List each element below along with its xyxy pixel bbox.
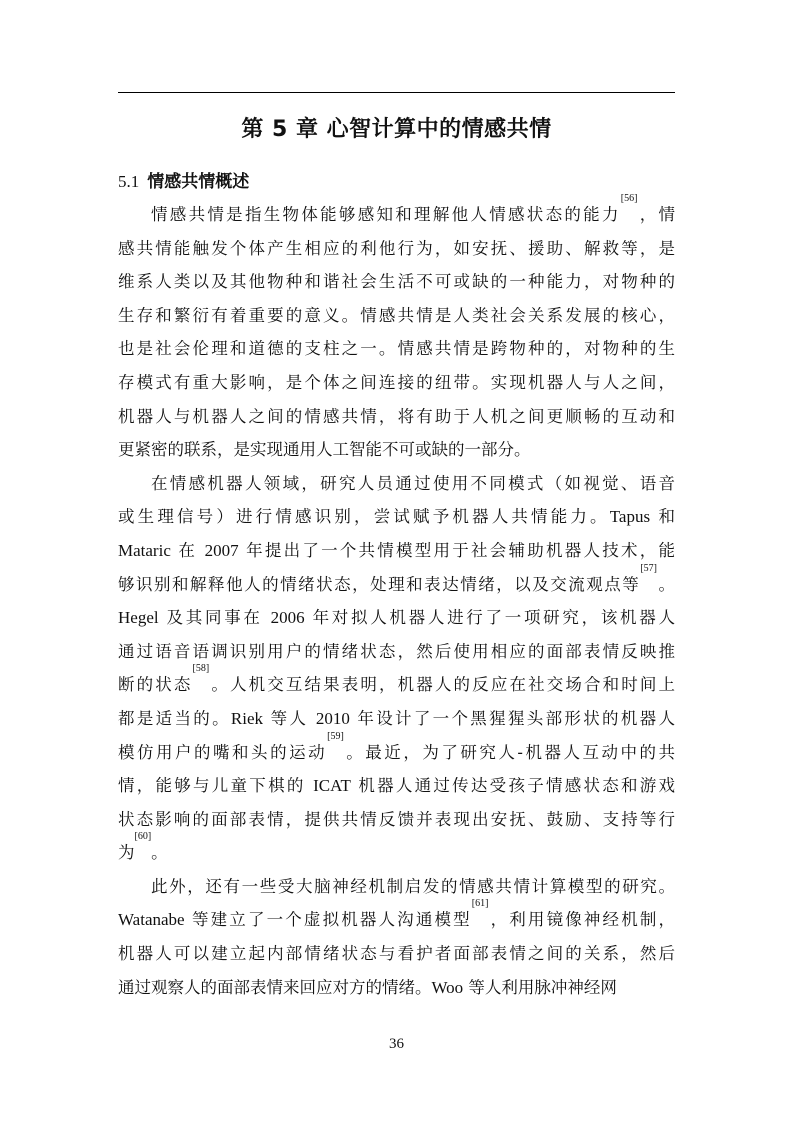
text-run: 在情感机器人领域，研究人员通过使用不同模式（如视觉、语音 <box>151 473 675 493</box>
text-line <box>118 534 675 568</box>
citation-ref[interactable]: [56] <box>620 193 638 204</box>
text-line <box>118 803 675 837</box>
text-line <box>118 400 675 434</box>
text-run: 情感共情是指生物体能够感知和理解他人情感状态的能力 <box>151 205 621 224</box>
latin-term: Mataric <box>118 540 171 560</box>
text-line <box>118 299 675 333</box>
paragraph <box>118 467 675 870</box>
header-rule <box>118 92 675 93</box>
citation-ref[interactable]: [58] <box>192 663 210 675</box>
chapter-title: 第 5 章 心智计算中的情感共情 <box>241 117 552 142</box>
text-run: 状态影响的面部表情，提供共情反馈并表现出安抚、鼓励、支持等行 <box>118 809 675 829</box>
text-run: 断的状态 <box>118 675 193 695</box>
text-run: 模仿用户的嘴和头的运动 <box>118 742 328 762</box>
text-run: 和 <box>650 507 676 527</box>
text-line <box>118 500 675 534</box>
text-line <box>118 332 675 366</box>
text-run: 更紧密的联系，是实现通用人工智能不可或缺的一部分。 <box>118 440 531 460</box>
text-run: 。 <box>657 574 676 594</box>
text-line <box>118 730 676 770</box>
text-run: 及其同事在 <box>158 608 271 628</box>
text-run: ，利用镜像神经机制， <box>488 910 676 930</box>
text-line <box>118 562 676 602</box>
text-run: 年对拟人机器人进行了一项研究，该机器人 <box>304 608 675 628</box>
text-line <box>118 433 675 467</box>
latin-term: Riek <box>230 708 264 728</box>
text-run: 情，能够与儿童下棋的 <box>118 776 314 796</box>
text-line <box>118 467 675 501</box>
latin-term: Hegel <box>118 608 159 628</box>
text-run: 。 <box>151 843 168 863</box>
text-line <box>118 663 676 702</box>
text-line <box>118 937 675 971</box>
text-run: 等人 <box>263 708 316 728</box>
text-run: 都是适当的。 <box>118 708 231 728</box>
text-line <box>118 232 675 266</box>
text-run: ，情 <box>637 205 676 224</box>
text-line <box>118 870 675 904</box>
text-run: 机器人可以建立起内部情绪状态与看护者面部表情之间的关系，然后 <box>118 944 675 964</box>
section-title: 情感共情概述 <box>147 172 250 192</box>
text-run: 维系人类以及其他物种和谐社会生活不可或缺的一种能力，对物种的 <box>118 272 675 292</box>
text-run: 等人利用脉冲神经网 <box>463 977 617 997</box>
text-run: 机器人与机器人之间的情感共情，将有助于人机之间更顺畅的互动和 <box>118 406 675 426</box>
text-run: 存模式有重大影响，是个体之间连接的纽带。实现机器人与人之间， <box>118 372 675 392</box>
text-line <box>118 971 675 1005</box>
text-run: 此外，还有一些受大脑神经机制启发的情感共情计算模型的研究。 <box>151 876 675 896</box>
section-number: 5.1 <box>118 172 140 191</box>
section-heading <box>118 167 249 192</box>
paragraph <box>118 193 676 467</box>
text-line <box>118 193 676 232</box>
text-run: 为 <box>118 843 135 863</box>
text-run: 也是社会伦理和道德的支柱之一。情感共情是跨物种的，对物种的生 <box>118 339 675 359</box>
text-line <box>118 702 675 736</box>
text-line <box>118 265 675 299</box>
latin-term: 2006 <box>270 608 305 628</box>
text-run: 等建立了一个虚拟机器人沟通模型 <box>184 910 472 930</box>
text-run: 通过观察人的面部表情来回应对方的情绪。 <box>118 977 432 997</box>
paragraph <box>118 870 675 1004</box>
body-text <box>118 193 676 1004</box>
text-run: 。最近，为了研究人-机器人互动中的共 <box>343 742 676 762</box>
latin-term: Woo <box>431 977 464 997</box>
text-run: 年设计了一个黑猩猩头部形状的机器人 <box>349 708 675 728</box>
text-run: 通过语音语调识别用户的情绪状态，然后使用相应的面部表情反映推 <box>118 641 675 661</box>
latin-term: Tapus <box>609 507 651 527</box>
text-run: 在 <box>170 540 205 560</box>
citation-ref[interactable]: [61] <box>471 898 489 910</box>
citation-ref[interactable]: [59] <box>327 730 344 742</box>
text-run: 年提出了一个共情模型用于社会辅助机器人技术，能 <box>238 540 675 560</box>
latin-term: ICAT <box>313 776 351 796</box>
page-number: 36 <box>389 1036 404 1052</box>
text-run: 感共情能触发个体产生相应的利他行为，如安抚、援助、解救等，是 <box>118 238 675 258</box>
text-line <box>118 366 675 400</box>
text-run: 或生理信号）进行情感识别，尝试赋予机器人共情能力。 <box>118 507 610 527</box>
text-run: 。人机交互结果表明，机器人的反应在社交场合和时间上 <box>209 675 676 695</box>
latin-term: 2007 <box>204 540 239 560</box>
latin-term: Watanabe <box>118 910 185 930</box>
citation-ref[interactable]: [57] <box>640 562 657 574</box>
text-line <box>118 769 675 803</box>
text-line <box>118 831 675 870</box>
text-run: 生存和繁衍有着重要的意义。情感共情是人类社会关系发展的核心， <box>118 305 675 325</box>
text-run: 机器人通过传达受孩子情感状态和游戏 <box>350 776 676 796</box>
latin-term: 2010 <box>315 708 350 728</box>
text-line <box>118 898 676 937</box>
text-run: 够识别和解释他人的情绪状态，处理和表达情绪，以及交流观点等 <box>118 574 641 594</box>
text-line <box>118 601 675 635</box>
citation-ref[interactable]: [60] <box>134 831 152 843</box>
